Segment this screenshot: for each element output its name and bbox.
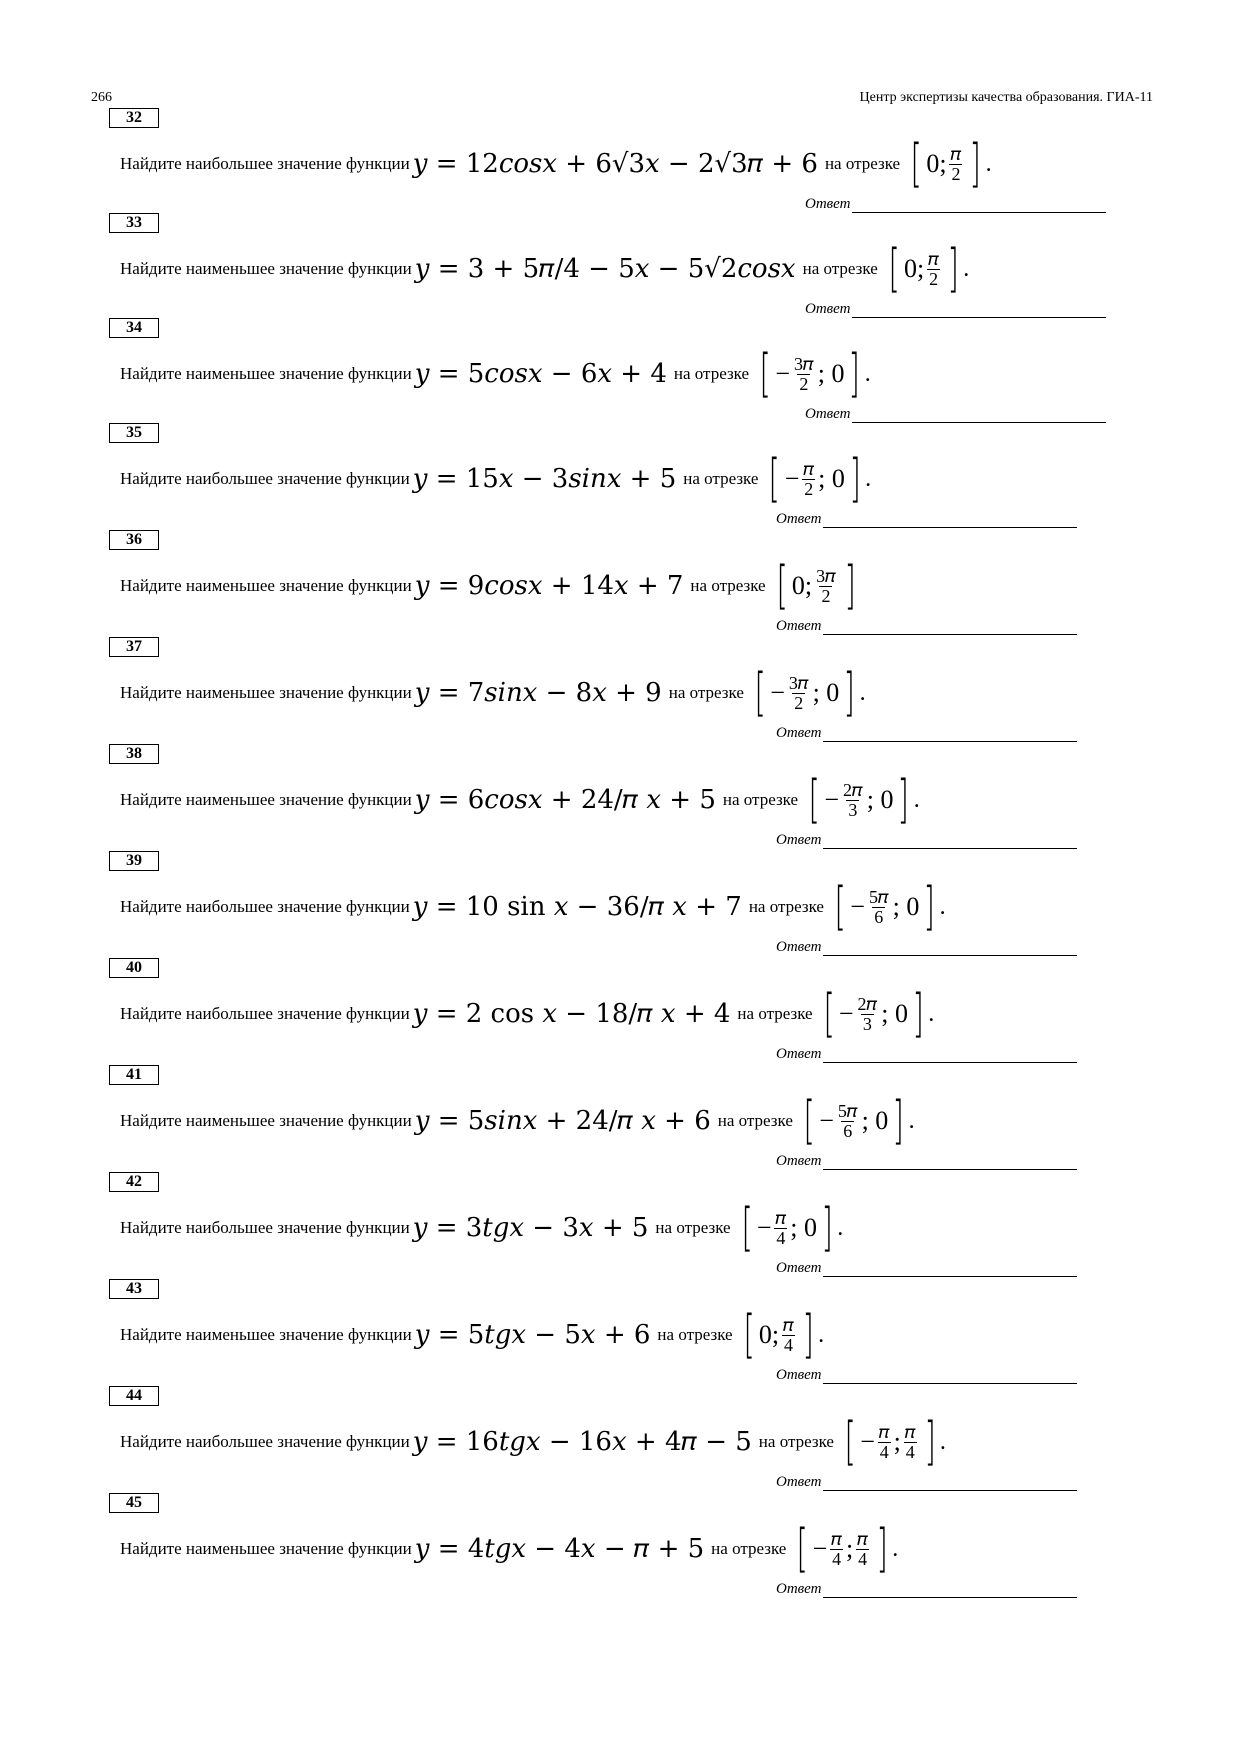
fraction-numerator: 5𝜋 (868, 886, 889, 907)
task-question: Найдите наибольшее значение функции (120, 1218, 410, 1237)
task-38 (0, 744, 1241, 850)
answer-label: Ответ (776, 1367, 822, 1383)
right-bracket: ] (912, 984, 924, 1044)
answer-field (805, 301, 1106, 318)
task-number: 38 (109, 744, 159, 764)
segment-label: на отрезке (668, 683, 744, 702)
interval (759, 1316, 798, 1355)
answer-field (776, 1153, 1077, 1170)
task-statement (120, 447, 871, 511)
task-number: 35 (109, 423, 159, 443)
fraction-denominator: 2 (799, 373, 809, 394)
task-number: 42 (109, 1172, 159, 1192)
fraction-denominator: 3 (862, 1013, 872, 1034)
interval-fraction (926, 250, 941, 289)
fraction-denominator: 6 (874, 906, 884, 927)
function-formula: 𝑦 = 5𝑐𝑜𝑠𝑥 − 6𝑥 + 4 (414, 359, 667, 389)
answer-label: Ответ (776, 618, 822, 634)
interval-fraction (829, 1530, 844, 1569)
left-bracket: [ (796, 1519, 809, 1579)
interval (792, 567, 840, 606)
answer-line[interactable] (823, 832, 1077, 849)
answer-label: Ответ (776, 1474, 822, 1490)
task-question: Найдите наименьшее значение функции (120, 364, 412, 383)
fraction-denominator: 2 (929, 268, 939, 289)
interval (775, 355, 844, 394)
function-formula: 𝑦 = 3 + 5𝜋/4 − 5𝑥 − 5√2𝑐𝑜𝑠𝑥 (414, 253, 796, 284)
left-bracket: [ (768, 449, 781, 509)
segment-label: на отрезке (655, 1218, 731, 1237)
fraction-denominator: 6 (843, 1120, 853, 1141)
right-bracket: ] (843, 663, 856, 723)
interval-left: 0; (904, 254, 925, 283)
answer-line[interactable] (823, 939, 1077, 956)
function-formula: 𝑦 = 3𝑡𝑔𝑥 − 3𝑥 + 5 (412, 1213, 649, 1243)
fraction-numerator: 𝜋 (803, 458, 815, 479)
task-number: 37 (109, 637, 159, 657)
segment-label: на отрезке (802, 259, 878, 278)
left-bracket: [ (834, 877, 846, 937)
function-formula: 𝑦 = 9𝑐𝑜𝑠𝑥 + 14𝑥 + 7 (414, 571, 684, 601)
segment-label: на отрезке (657, 1325, 733, 1344)
fraction-numerator: 𝜋 (878, 1421, 890, 1442)
interval (904, 250, 943, 289)
task-35 (0, 423, 1241, 529)
left-bracket: [ (803, 1091, 815, 1151)
interval-left: − (819, 1106, 834, 1135)
answer-line[interactable] (823, 1367, 1077, 1384)
task-number: 44 (109, 1386, 159, 1406)
answer-label: Ответ (805, 406, 851, 422)
interval-left: − (824, 785, 840, 814)
interval-fraction (781, 1316, 796, 1355)
function-formula: 𝑦 = 2 cos 𝑥 − 18/𝜋 𝑥 + 4 (412, 998, 731, 1029)
interval-right: ; 0 (790, 1213, 817, 1242)
function-formula: 𝑦 = 16𝑡𝑔𝑥 − 16𝑥 + 4𝜋 − 5 (412, 1426, 752, 1457)
answer-line[interactable] (823, 1260, 1077, 1277)
task-number: 33 (109, 213, 159, 233)
function-formula: 𝑦 = 7𝑠𝑖𝑛𝑥 − 8𝑥 + 9 (414, 678, 662, 708)
right-bracket: ] (947, 239, 959, 299)
answer-label: Ответ (805, 301, 851, 317)
left-bracket: [ (910, 134, 922, 194)
answer-line[interactable] (823, 618, 1077, 635)
right-bracket: ] (876, 1519, 888, 1579)
right-bracket: ] (802, 1305, 814, 1365)
task-statement (120, 1410, 946, 1474)
interval-right: ; 0 (881, 999, 908, 1028)
task-42 (0, 1172, 1241, 1278)
left-bracket: [ (759, 344, 771, 404)
fraction-numerator: 2𝜋 (857, 993, 878, 1014)
answer-field (776, 618, 1077, 635)
interval (824, 781, 893, 820)
answer-field (776, 939, 1077, 956)
interval (839, 995, 908, 1034)
segment-label: на отрезке (748, 897, 824, 916)
left-bracket: [ (776, 556, 788, 616)
answer-line[interactable] (823, 1046, 1077, 1063)
function-formula: 𝑦 = 12𝑐𝑜𝑠𝑥 + 6√3𝑥 − 2√3𝜋 + 6 (412, 148, 818, 179)
answer-field (776, 1474, 1077, 1491)
task-number: 41 (109, 1065, 159, 1085)
interval-left: − (770, 678, 785, 707)
task-36 (0, 530, 1241, 636)
task-40 (0, 958, 1241, 1064)
task-statement (120, 768, 920, 832)
fraction-numerator: 3𝜋 (788, 672, 809, 693)
interval-fraction (774, 1209, 789, 1248)
interval-fraction (801, 460, 816, 499)
function-formula: 𝑦 = 6𝑐𝑜𝑠𝑥 + 24/𝜋 𝑥 + 5 (414, 784, 716, 815)
answer-field (776, 1046, 1077, 1063)
interval-left: − (860, 1427, 875, 1456)
task-number: 34 (109, 318, 159, 338)
answer-line[interactable] (852, 301, 1106, 318)
interval-fraction (841, 781, 865, 820)
task-number: 36 (109, 530, 159, 550)
segment-label: на отрезке (690, 576, 766, 595)
answer-line[interactable] (823, 725, 1077, 742)
fraction-numerator: 𝜋 (831, 1528, 842, 1549)
function-formula: 𝑦 = 5𝑡𝑔𝑥 − 5𝑥 + 6 (414, 1320, 651, 1350)
task-statement (120, 554, 860, 618)
interval-fraction (867, 888, 891, 927)
interval-fraction (877, 1423, 892, 1462)
answer-field (805, 406, 1106, 423)
task-question: Найдите наибольшее значение функции (120, 1004, 410, 1023)
fraction-denominator: 4 (783, 1334, 793, 1355)
answer-label: Ответ (776, 725, 822, 741)
right-bracket: ] (892, 1091, 905, 1151)
task-question: Найдите наименьшее значение функции (120, 1539, 412, 1558)
task-question: Найдите наименьшее значение функции (120, 259, 412, 278)
interval-fraction (836, 1102, 860, 1141)
fraction-denominator: 2 (951, 163, 961, 184)
answer-label: Ответ (776, 511, 822, 527)
task-question: Найдите наименьшее значение функции (120, 1325, 412, 1344)
answer-label: Ответ (776, 1260, 822, 1276)
interval-fraction (856, 995, 880, 1034)
task-question: Найдите наибольшее значение функции (120, 1432, 410, 1451)
task-32 (0, 108, 1241, 214)
sentence-period: . (985, 150, 992, 177)
interval (770, 674, 839, 713)
answer-label: Ответ (805, 196, 851, 212)
interval-separator: ; (846, 1534, 854, 1563)
task-statement (120, 237, 969, 301)
interval-separator: ; (893, 1427, 901, 1456)
answer-field (776, 1367, 1077, 1384)
task-44 (0, 1386, 1241, 1492)
fraction-numerator: 𝜋 (928, 248, 939, 269)
fraction-denominator: 4 (776, 1227, 786, 1248)
answer-line[interactable] (823, 1153, 1077, 1170)
task-43 (0, 1279, 1241, 1385)
right-bracket: ] (923, 877, 936, 937)
right-bracket: ] (969, 134, 982, 194)
answer-line[interactable] (823, 1474, 1077, 1491)
task-statement (120, 661, 866, 725)
interval (926, 145, 965, 184)
task-statement (120, 342, 871, 406)
interval (819, 1102, 888, 1141)
interval (850, 888, 919, 927)
task-question: Найдите наибольшее значение функции (120, 469, 410, 488)
segment-label: на отрезке (722, 790, 799, 809)
left-bracket: [ (743, 1305, 755, 1365)
task-number: 40 (109, 958, 159, 978)
answer-field (776, 1581, 1077, 1598)
function-formula: 𝑦 = 4𝑡𝑔𝑥 − 4𝑥 − 𝜋 + 5 (414, 1533, 705, 1564)
segment-label: на отрезке (683, 469, 759, 488)
fraction-denominator: 3 (848, 799, 858, 820)
fraction-denominator: 4 (879, 1441, 889, 1462)
left-bracket: [ (808, 770, 820, 830)
left-bracket: [ (823, 984, 835, 1044)
left-bracket: [ (741, 1198, 753, 1258)
interval-fraction (792, 355, 816, 394)
fraction-denominator: 2 (821, 585, 831, 606)
answer-field (776, 1260, 1077, 1277)
task-statement (120, 875, 946, 939)
sentence-period: . (908, 1107, 915, 1134)
task-number: 45 (109, 1493, 159, 1513)
left-bracket: [ (844, 1412, 856, 1472)
interval-right: ; 0 (817, 359, 845, 388)
segment-label: на отрезке (711, 1539, 787, 1558)
segment-label: на отрезке (758, 1432, 834, 1451)
task-37 (0, 637, 1241, 743)
sentence-period: . (837, 1214, 844, 1241)
interval-left: 0; (791, 571, 813, 600)
task-33 (0, 213, 1241, 319)
right-bracket: ] (849, 449, 861, 509)
answer-label: Ответ (776, 832, 822, 848)
fraction-numerator: 2𝜋 (843, 779, 863, 800)
task-statement (120, 982, 934, 1046)
fraction-numerator: 3𝜋 (794, 353, 814, 374)
task-45 (0, 1493, 1241, 1599)
document-source: Центр экспертизы качества образования. ГИА-11 (859, 90, 1153, 105)
interval-left: − (756, 1213, 772, 1242)
sentence-period: . (939, 1428, 946, 1455)
interval-left: 0; (758, 1320, 780, 1349)
segment-label: на отрезке (673, 364, 750, 383)
sentence-period: . (892, 1535, 899, 1562)
answer-line[interactable] (852, 196, 1106, 213)
task-question: Найдите наименьшее значение функции (120, 790, 412, 809)
fraction-numerator: 𝜋 (783, 1314, 794, 1335)
right-bracket: ] (898, 770, 910, 830)
interval-right: ; 0 (866, 785, 894, 814)
segment-label: на отрезке (717, 1111, 793, 1130)
interval-fraction (949, 145, 964, 184)
interval-fraction (814, 567, 838, 606)
fraction-numerator: 5𝜋 (837, 1100, 858, 1121)
task-number: 43 (109, 1279, 159, 1299)
sentence-period: . (913, 786, 920, 813)
interval-left: − (838, 999, 854, 1028)
task-statement (120, 1303, 824, 1367)
answer-label: Ответ (776, 939, 822, 955)
right-bracket: ] (849, 344, 861, 404)
sentence-period: . (864, 360, 871, 387)
answer-field (776, 511, 1077, 528)
task-number: 32 (109, 108, 159, 128)
page-number: 266 (91, 90, 112, 105)
right-bracket: ] (844, 556, 856, 616)
interval (757, 1209, 817, 1248)
task-number: 39 (109, 851, 159, 871)
function-formula: 𝑦 = 5𝑠𝑖𝑛𝑥 + 24/𝜋 𝑥 + 6 (414, 1105, 711, 1136)
fraction-denominator: 2 (794, 692, 804, 713)
interval (813, 1530, 872, 1569)
sentence-period: . (939, 893, 946, 920)
right-bracket: ] (821, 1198, 833, 1258)
interval-right-fraction: $\frac{\text{𝜋}}{4}$ (904, 1421, 916, 1462)
interval-right-fraction: $\frac{\text{𝜋}}{4}$ (857, 1528, 868, 1569)
interval-right: ; 0 (812, 678, 840, 707)
task-34 (0, 318, 1241, 424)
task-question: Найдите наименьшее значение функции (120, 576, 412, 595)
segment-label: на отрезке (737, 1004, 813, 1023)
right-bracket: ] (924, 1412, 936, 1472)
task-41 (0, 1065, 1241, 1171)
interval-left: 0; (926, 149, 947, 178)
fraction-numerator: 𝜋 (775, 1207, 787, 1228)
sentence-period: . (963, 255, 970, 282)
interval-right: ; 0 (892, 892, 920, 921)
interval (785, 460, 845, 499)
task-statement (120, 1089, 915, 1153)
task-question: Найдите наибольшее значение функции (120, 897, 410, 916)
interval (860, 1423, 919, 1462)
sentence-period: . (818, 1321, 825, 1348)
task-statement (120, 1517, 898, 1581)
fraction-denominator: 2 (804, 478, 814, 499)
task-39 (0, 851, 1241, 957)
interval-fraction (787, 674, 811, 713)
sentence-period: . (865, 465, 872, 492)
fraction-numerator: 𝜋 (950, 143, 962, 164)
answer-label: Ответ (776, 1046, 822, 1062)
interval-left: − (775, 359, 791, 388)
answer-field (776, 725, 1077, 742)
answer-line[interactable] (852, 406, 1106, 423)
function-formula: 𝑦 = 10 sin 𝑥 − 36/𝜋 𝑥 + 7 (412, 891, 742, 922)
answer-label: Ответ (776, 1581, 822, 1597)
answer-field (805, 196, 1106, 213)
answer-line[interactable] (823, 1581, 1077, 1598)
answer-field (776, 832, 1077, 849)
task-question: Найдите наибольшее значение функции (120, 154, 410, 173)
interval-left: − (812, 1534, 828, 1563)
interval-left: − (784, 464, 800, 493)
fraction-numerator: 3𝜋 (816, 565, 836, 586)
left-bracket: [ (754, 663, 766, 723)
segment-label: на отрезке (824, 154, 901, 173)
answer-label: Ответ (776, 1153, 822, 1169)
sentence-period: . (928, 1000, 935, 1027)
interval-right: ; 0 (818, 464, 845, 493)
interval-left: − (850, 892, 865, 921)
sentence-period: . (859, 679, 866, 706)
function-formula: 𝑦 = 15𝑥 − 3𝑠𝑖𝑛𝑥 + 5 (412, 464, 677, 494)
task-question: Найдите наименьшее значение функции (120, 683, 412, 702)
left-bracket: [ (888, 239, 900, 299)
task-statement (120, 1196, 843, 1260)
task-question: Найдите наименьшее значение функции (120, 1111, 412, 1130)
interval-right: ; 0 (861, 1106, 889, 1135)
task-statement (120, 132, 992, 196)
answer-line[interactable] (823, 511, 1077, 528)
fraction-denominator: 4 (832, 1548, 842, 1569)
